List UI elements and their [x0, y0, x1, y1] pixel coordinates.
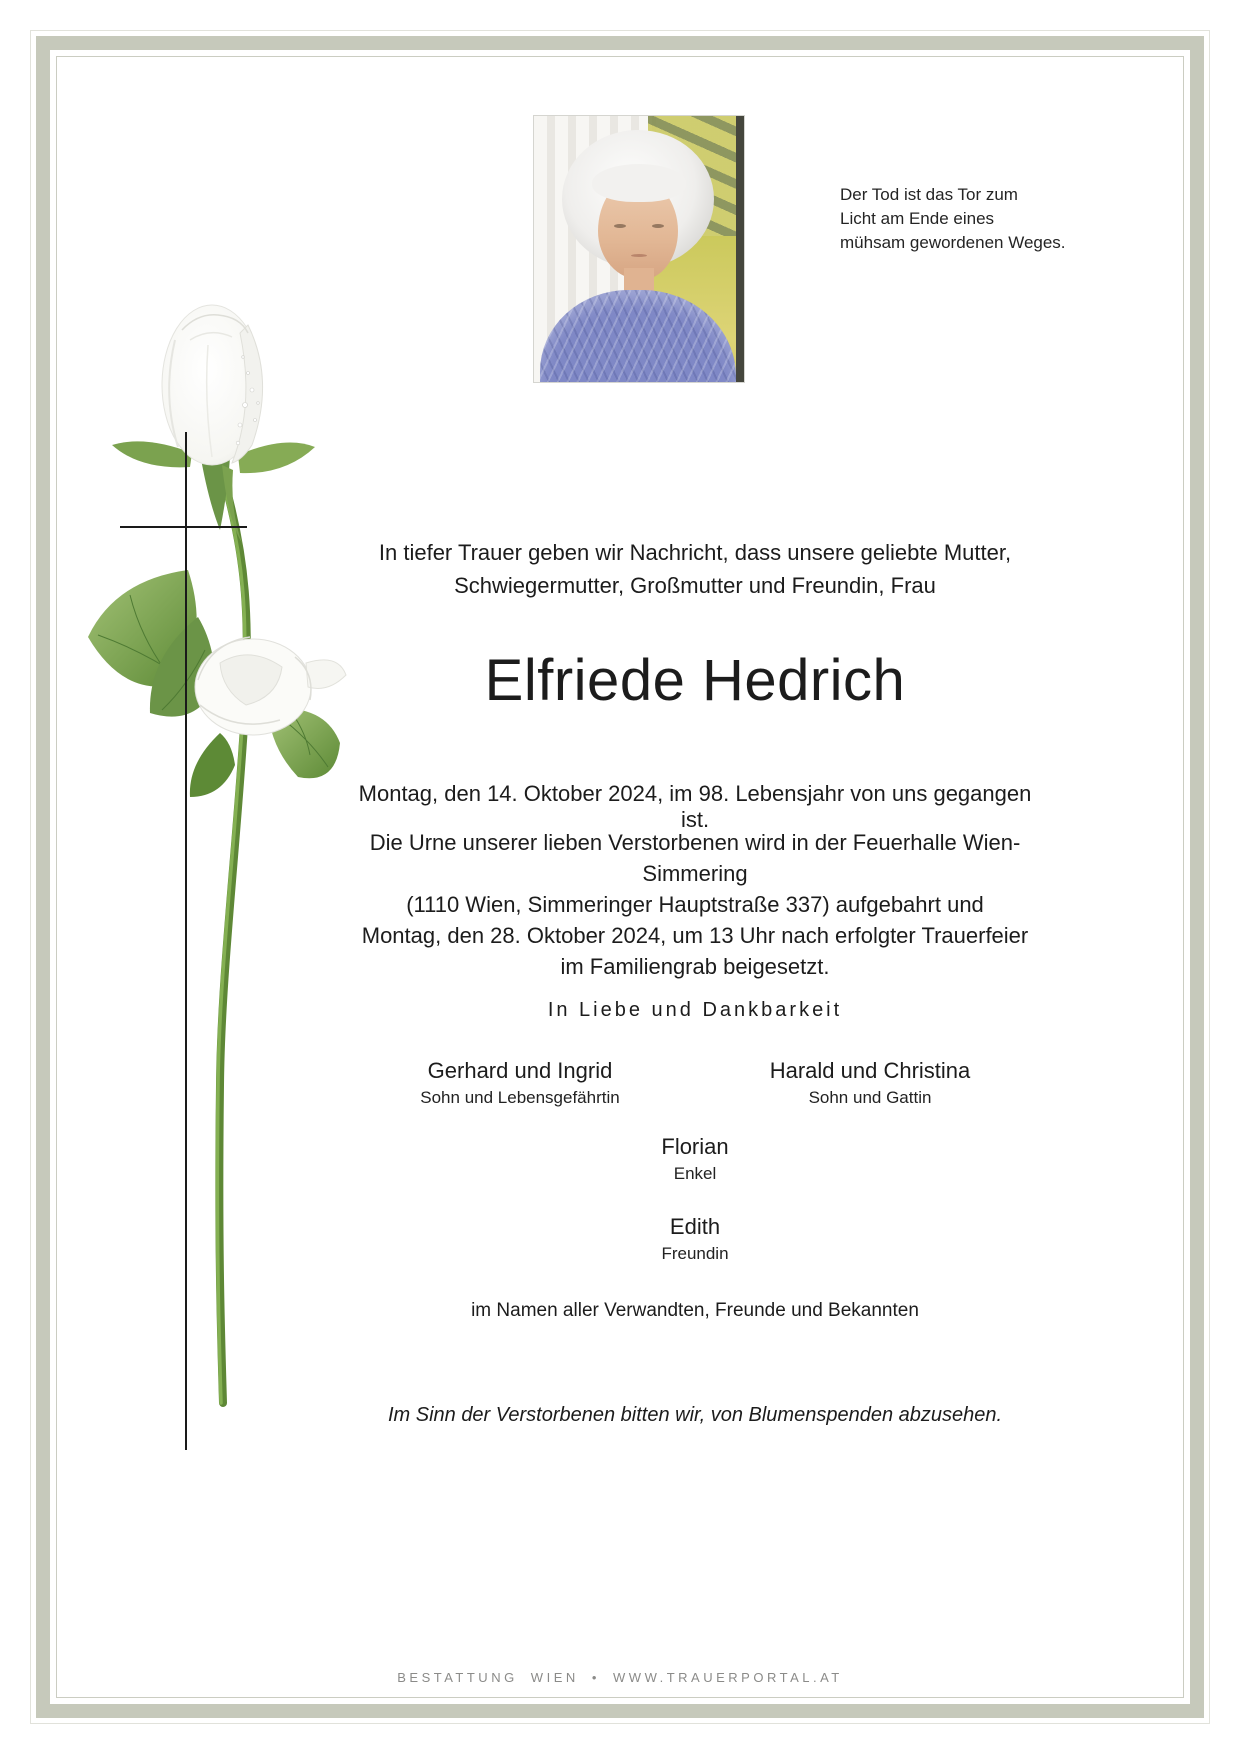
death-date-line: Montag, den 14. Oktober 2024, im 98. Lebensjahr von uns gegangen ist. — [358, 781, 1032, 832]
announcement-intro — [345, 536, 1045, 602]
funeral-home-footer: BESTATTUNG WIEN • WWW.TRAUERPORTAL.AT — [397, 1670, 843, 1685]
quote-line: Licht am Ende eines — [840, 209, 995, 228]
flower-donation-note: Im Sinn der Verstorbenen bitten wir, von Blumenspenden abzusehen. — [387, 1404, 1003, 1426]
quote-line: Der Tod ist das Tor zum — [840, 185, 1018, 204]
funeral-line: im Familiengrab beigesetzt. — [560, 954, 830, 979]
mourner-relation: Sohn und Lebensgefährtin — [420, 1088, 620, 1107]
text-column — [345, 0, 1045, 1754]
intro-line: In tiefer Trauer geben wir Nachricht, dass unsere geliebte Mutter, — [378, 540, 1012, 565]
white-rose-image — [70, 285, 360, 1455]
mourner-grandson — [345, 1134, 1045, 1184]
funeral-line: Montag, den 28. Oktober 2024, um 13 Uhr nach erfolgter Trauerfeier — [361, 923, 1029, 948]
mourner-names: Florian — [661, 1134, 729, 1159]
funeral-line: (1110 Wien, Simmeringer Hauptstraße 337) aufgebahrt und — [406, 892, 984, 917]
mourner-names: Harald und Christina — [769, 1058, 971, 1083]
mourner-relation: Enkel — [673, 1164, 717, 1183]
funeral-line: Die Urne unserer lieben Verstorbenen wird in der Feuerhalle Wien-Simmering — [369, 830, 1021, 886]
deceased-name: Elfriede Hedrich — [484, 648, 906, 713]
funeral-details — [345, 827, 1045, 982]
mourner-sons-left — [345, 1058, 695, 1108]
mourner-sons-right — [695, 1058, 1045, 1108]
quote-line: mühsam gewordenen Weges. — [840, 233, 1066, 252]
mourner-relation: Freundin — [661, 1244, 729, 1263]
dedication-line: In Liebe und Dankbarkeit — [547, 999, 843, 1021]
mourner-friend — [345, 1214, 1045, 1264]
mourner-names: Edith — [669, 1214, 721, 1239]
mourner-relation: Sohn und Gattin — [808, 1088, 932, 1107]
mourner-names: Gerhard und Ingrid — [427, 1058, 613, 1083]
intro-line: Schwiegermutter, Großmutter und Freundin, Frau — [454, 573, 936, 598]
rose-bud — [162, 305, 263, 465]
mourners-row — [345, 1058, 1045, 1108]
on-behalf-line: im Namen aller Verwandten, Freunde und Bekannten — [471, 1300, 919, 1321]
